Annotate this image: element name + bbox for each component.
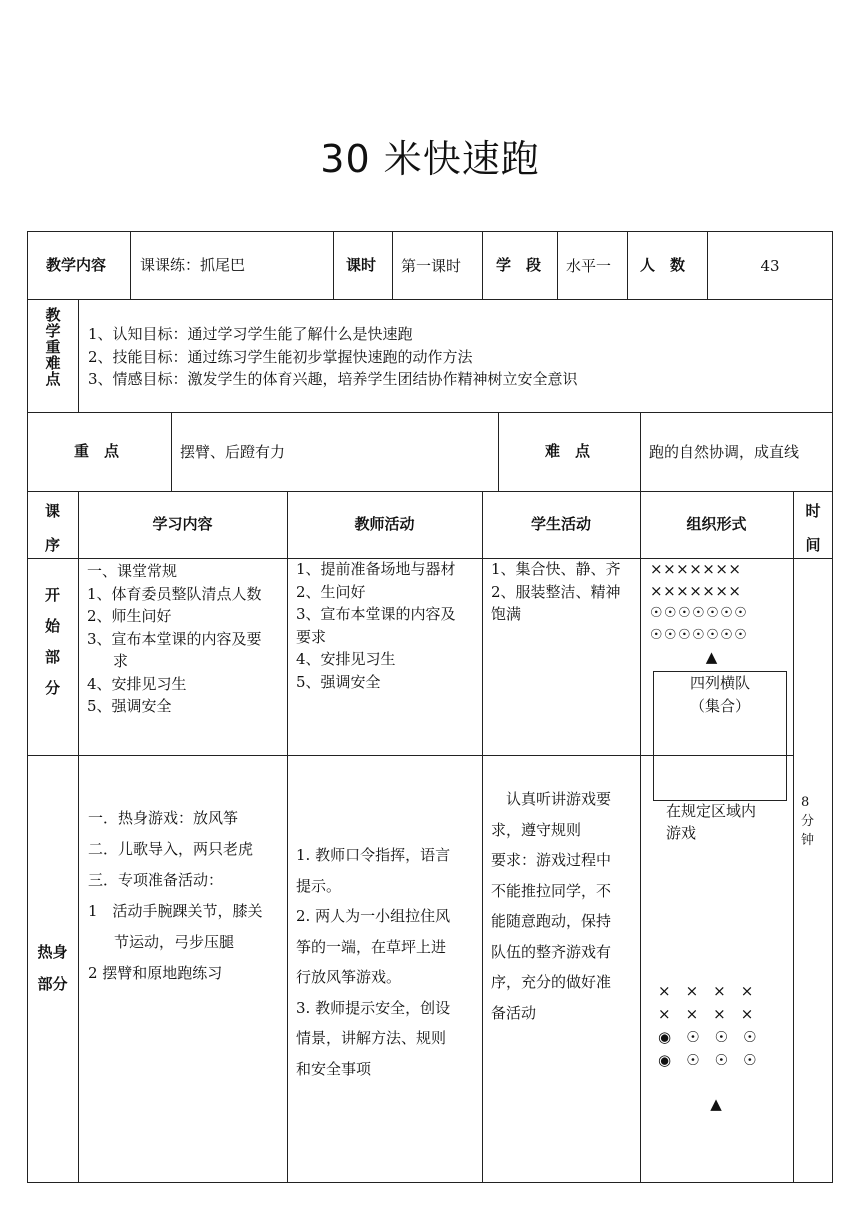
col-divider bbox=[498, 412, 499, 491]
col-divider bbox=[640, 412, 641, 491]
objective-item: 2、技能目标：通过练习学生能初步掌握快速跑的动作方法 bbox=[88, 347, 473, 366]
hard-value: 跑的自然协调，成直线 bbox=[649, 443, 800, 461]
formation-caption: （集合） bbox=[689, 697, 750, 715]
list-item: 2、师生问好 bbox=[87, 607, 172, 625]
header-student: 学生活动 bbox=[530, 515, 591, 533]
list-item: 二．儿歌导入，两只老虎 bbox=[88, 840, 254, 858]
stage-value: 水平一 bbox=[566, 257, 612, 275]
list-item: 队伍的整齐游戏有 bbox=[491, 942, 612, 961]
header-content: 学习内容 bbox=[152, 515, 213, 533]
list-item: 5、强调安全 bbox=[296, 672, 381, 691]
warmup-teacher bbox=[296, 840, 450, 1084]
list-item: 能随意跑动，保持 bbox=[491, 912, 612, 930]
header-seq: 课序 bbox=[44, 502, 60, 554]
formation-row-cross: ××××××× bbox=[650, 582, 742, 600]
header-time: 时间 bbox=[805, 502, 821, 554]
objective-item: 1、认知目标：通过学习学生能了解什么是快速跑 bbox=[88, 325, 413, 343]
hours-value: 第一课时 bbox=[401, 257, 462, 275]
list-item: 要求 bbox=[296, 627, 327, 646]
list-item: 1、集合快、静、齐 bbox=[491, 560, 621, 578]
list-item: 序，充分的做好准 bbox=[491, 973, 612, 991]
col-divider bbox=[130, 231, 131, 299]
row-divider bbox=[27, 491, 833, 492]
formation-row-circle: ◉ ☉ ☉ ☉ bbox=[658, 1051, 757, 1069]
col-divider bbox=[557, 231, 558, 299]
start-label: 开始部分 bbox=[44, 586, 60, 697]
warmup-time: 8 分 钟 bbox=[801, 795, 815, 848]
list-item: 3、宣布本堂课的内容及 bbox=[296, 605, 456, 623]
formation-row-cross: × × × × bbox=[658, 982, 754, 1000]
start-teacher bbox=[296, 558, 456, 693]
warmup-label: 热身部分 bbox=[37, 943, 68, 993]
objectives-label: 教学重难点 bbox=[45, 306, 61, 388]
list-item: 行放风筝游戏。 bbox=[296, 968, 402, 986]
col-divider bbox=[482, 491, 483, 1183]
list-item: 2. 两人为一小组拉住风 bbox=[296, 907, 451, 925]
list-item: 1 活动手腕踝关节，膝关 bbox=[88, 902, 263, 920]
hours-label: 课时 bbox=[346, 256, 377, 274]
list-item: 一．热身游戏：放风筝 bbox=[88, 809, 239, 827]
header-teacher: 教师活动 bbox=[354, 515, 415, 533]
list-item: 3. 教师提示安全，创设 bbox=[296, 998, 451, 1017]
col-divider bbox=[171, 412, 172, 491]
teacher-marker-icon: ▲ bbox=[710, 1095, 722, 1113]
list-item: 4、安排见习生 bbox=[87, 674, 187, 693]
list-item: 三．专项准备活动： bbox=[88, 871, 224, 889]
list-item: 1. 教师口令指挥，语言 bbox=[296, 846, 451, 864]
row-divider bbox=[27, 299, 833, 300]
formation-row-cross: ××××××× bbox=[650, 560, 742, 578]
col-divider bbox=[793, 491, 794, 1183]
list-item: 求，遵守规则 bbox=[491, 820, 582, 839]
list-item: 备活动 bbox=[491, 1003, 537, 1022]
formation-row-circle: ◉ ☉ ☉ ☉ bbox=[658, 1028, 757, 1046]
list-item: 节运动，弓步压腿 bbox=[114, 933, 235, 951]
list-item: 要求：游戏过程中 bbox=[491, 851, 612, 869]
row-divider bbox=[27, 412, 833, 413]
col-divider bbox=[640, 491, 641, 1183]
col-divider bbox=[333, 231, 334, 299]
col-divider bbox=[392, 231, 393, 299]
start-formation bbox=[650, 558, 773, 668]
page-title: 30 米快速跑 bbox=[320, 137, 540, 181]
list-item: 不能推拉同学，不 bbox=[491, 881, 612, 900]
list-item: 筝的一端，在草坪上进 bbox=[296, 937, 447, 956]
header-org: 组织形式 bbox=[686, 515, 747, 533]
formation-row-circle: ☉☉☉☉☉☉☉ bbox=[650, 605, 749, 621]
list-item: 3、宣布本堂课的内容及要 bbox=[87, 629, 262, 648]
objective-item: 3、情感目标：激发学生的体育兴趣，培养学生团结协作精神树立安全意识 bbox=[88, 370, 578, 388]
content-value: 课课练：抓尾巴 bbox=[140, 256, 246, 274]
col-divider bbox=[627, 231, 628, 299]
list-item: 一、课堂常规 bbox=[87, 562, 178, 580]
list-item: 2 摆臂和原地跑练习 bbox=[88, 964, 223, 982]
col-divider bbox=[78, 491, 79, 1183]
count-value: 43 bbox=[760, 257, 780, 275]
content-label: 教学内容 bbox=[46, 256, 107, 274]
objectives-list bbox=[88, 323, 578, 391]
list-item: 饱满 bbox=[491, 605, 522, 623]
warmup-formation bbox=[658, 980, 788, 1115]
formation-row-circle: ☉☉☉☉☉☉☉ bbox=[650, 627, 749, 643]
list-item: 提示。 bbox=[296, 876, 342, 895]
formation-row-cross: × × × × bbox=[658, 1005, 754, 1023]
warmup-org-text: 在规定区域内 bbox=[666, 802, 757, 820]
formation-caption: 四列横队 bbox=[689, 674, 750, 692]
warmup-content bbox=[88, 803, 263, 989]
hard-label: 难 点 bbox=[545, 442, 591, 460]
list-item: 求 bbox=[113, 652, 129, 670]
warmup-org-text: 游戏 bbox=[666, 824, 697, 842]
col-divider bbox=[78, 299, 79, 412]
list-item: 1、提前准备场地与器材 bbox=[296, 560, 456, 578]
list-item: 1、体育委员整队清点人数 bbox=[87, 584, 262, 603]
start-content bbox=[87, 560, 262, 718]
warmup-student bbox=[491, 784, 611, 1028]
stage-label: 学 段 bbox=[496, 256, 542, 274]
list-item: 和安全事项 bbox=[296, 1059, 372, 1078]
col-divider bbox=[482, 231, 483, 299]
teacher-marker-icon: ▲ bbox=[705, 648, 718, 666]
list-item: 2、服装整洁、精神 bbox=[491, 582, 621, 601]
count-label: 人 数 bbox=[640, 256, 686, 274]
list-item: 4、安排见习生 bbox=[296, 650, 396, 668]
list-item: 2、生问好 bbox=[296, 582, 366, 601]
key-value: 摆臂、后蹬有力 bbox=[180, 443, 286, 461]
list-item: 认真听讲游戏要 bbox=[491, 790, 612, 808]
start-student bbox=[491, 558, 621, 626]
key-label: 重 点 bbox=[74, 442, 120, 460]
list-item: 情景，讲解方法、规则 bbox=[296, 1029, 447, 1047]
list-item: 5、强调安全 bbox=[87, 697, 172, 715]
col-divider bbox=[287, 491, 288, 1183]
